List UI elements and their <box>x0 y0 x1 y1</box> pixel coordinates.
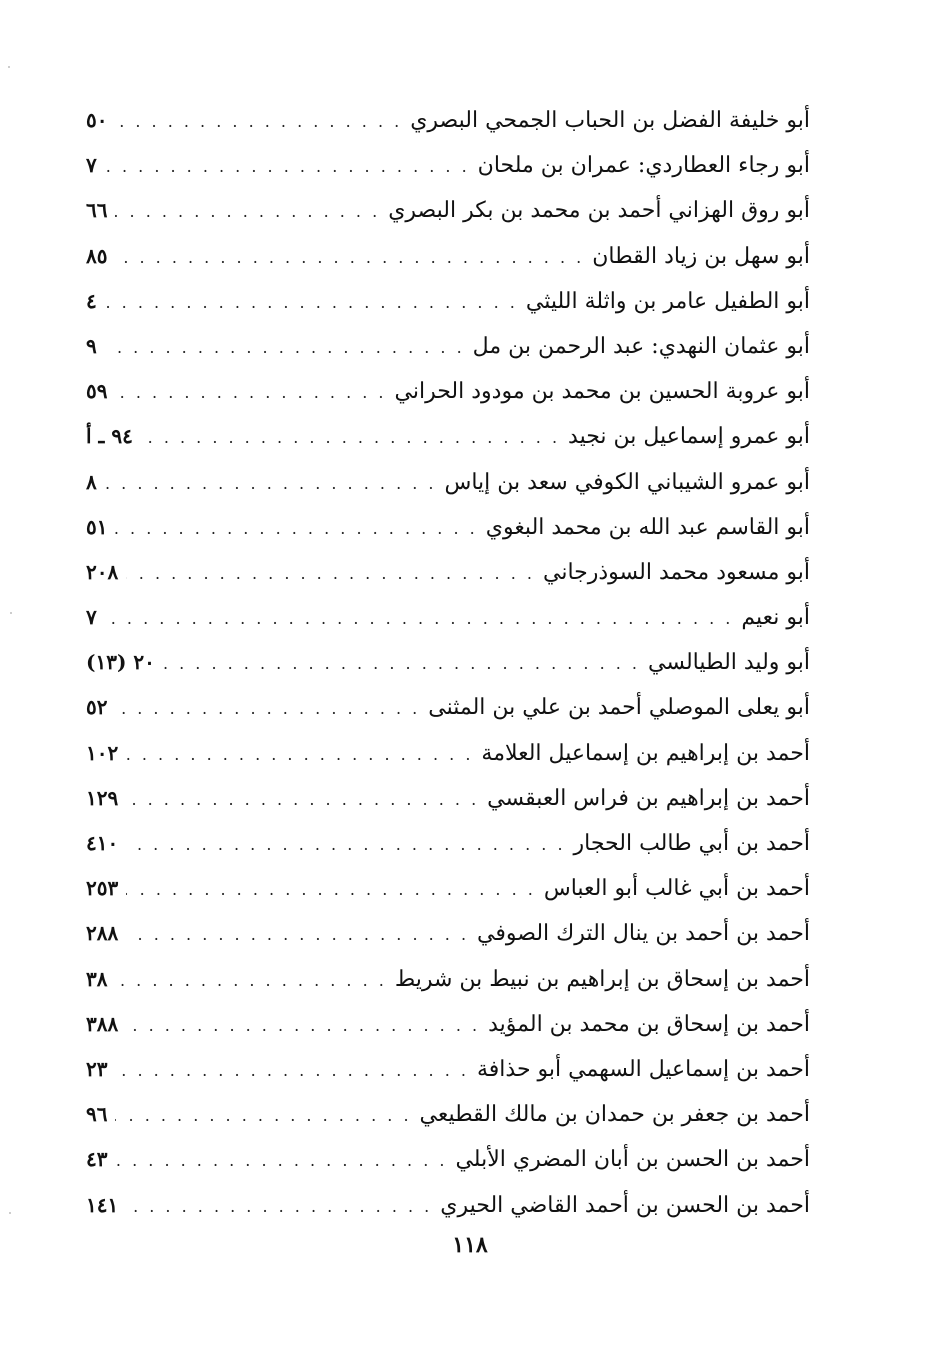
dot-leader <box>115 235 584 280</box>
index-entry <box>86 1183 810 1228</box>
index-entry <box>86 324 810 369</box>
margin-speck <box>9 1212 11 1214</box>
entry-name: أبو عثمان النهدي: عبد الرحمن بن مل <box>472 333 810 359</box>
entry-name: أبو رجاء العطاردي: عمران بن ملحان <box>477 153 810 179</box>
entry-page-number: ٢٠ (١٣) <box>86 650 155 675</box>
index-entry <box>86 640 810 685</box>
index-entry <box>86 866 810 911</box>
index-entry <box>86 731 810 776</box>
entry-name: أبو عمرو إسماعيل بن نجيد <box>568 424 810 450</box>
dot-leader <box>115 1138 447 1183</box>
dot-leader <box>126 1184 432 1229</box>
dot-leader <box>141 415 560 460</box>
entry-page-number: ١٠٢ <box>86 740 119 765</box>
entry-page-number: ٥٩ <box>86 379 108 404</box>
index-entry <box>86 911 810 956</box>
index-entry <box>86 595 810 640</box>
entry-name: أبو نعيم <box>741 605 810 631</box>
entry-name: أحمد بن جعفر بن حمدان بن مالك القطيعي <box>419 1102 810 1128</box>
entry-page-number: ٩٤ ـ أ <box>86 424 133 449</box>
entry-page-number: ٢٥٣ <box>86 876 119 901</box>
entry-page-number: ٥١ <box>86 514 108 539</box>
index-entry <box>86 143 810 188</box>
index-entry <box>86 279 810 324</box>
entry-name: أحمد بن إسحاق بن محمد بن المؤيد <box>488 1011 810 1037</box>
entry-page-number: ٢٨٨ <box>86 921 119 946</box>
entry-page-number: ٢٣ <box>86 1056 108 1081</box>
dot-leader <box>115 99 402 144</box>
entry-page-number: ٦٦ <box>86 198 108 223</box>
entry-page-number: ١٤١ <box>86 1192 119 1217</box>
dot-leader <box>115 189 380 234</box>
entry-page-number: ٧ <box>86 153 97 178</box>
index-entry <box>86 776 810 821</box>
index-entry <box>86 1047 810 1092</box>
entry-name: أبو روق الهزاني أحمد بن محمد بن بكر البصري <box>388 198 810 224</box>
entry-name: أحمد بن إسحاق بن إبراهيم بن نبيط بن شريط <box>394 966 810 992</box>
dot-leader <box>105 325 465 370</box>
entry-name: أبو خليفة الفضل بن الحباب الجمحي البصري <box>410 108 810 133</box>
page-number: ١١٨ <box>452 1232 488 1258</box>
dot-leader <box>105 596 734 641</box>
dot-leader <box>126 777 479 822</box>
dot-leader <box>115 958 386 1003</box>
dot-leader <box>105 144 470 189</box>
entry-page-number: ٤١٠ <box>86 831 119 855</box>
entry-name: أحمد بن الحسن بن أحمد القاضي الحيري <box>440 1192 810 1218</box>
dot-leader <box>126 1003 480 1048</box>
index-entry <box>86 234 810 279</box>
entry-page-number: ٩ <box>86 333 97 358</box>
entry-name: أبو عروبة الحسين بن محمد بن مودود الحراني <box>394 379 810 405</box>
entry-page-number: ٨ <box>86 469 97 494</box>
entry-name: أحمد بن أبي غالب أبو العباس <box>543 876 810 902</box>
index-list <box>86 98 810 1228</box>
index-entry <box>86 460 810 505</box>
dot-leader <box>126 822 565 867</box>
entry-page-number: ٣٨ <box>86 966 108 991</box>
entry-page-number: ٧ <box>86 605 97 630</box>
entry-name: أبو سهل بن زياد القطان <box>592 243 810 269</box>
entry-name: أبو الطفيل عامر بن واثلة الليثي <box>525 288 810 314</box>
dot-leader <box>126 912 469 957</box>
dot-leader <box>105 461 437 506</box>
dot-leader <box>126 867 536 912</box>
entry-name: أبو وليد الطيالسي <box>648 650 810 676</box>
dot-leader <box>163 641 640 686</box>
entry-name: أبو يعلى الموصلي أحمد بن علي بن المثنى <box>428 695 810 721</box>
entry-name: أحمد بن أحمد بن ينال الترك الصوفي <box>477 921 810 947</box>
dot-leader <box>115 370 386 415</box>
dot-leader <box>126 551 535 596</box>
index-entry <box>86 821 810 866</box>
dot-leader <box>105 280 518 325</box>
index-entry <box>86 1092 810 1137</box>
entry-name: أحمد بن إبراهيم بن إسماعيل العلامة <box>481 740 810 766</box>
index-entry <box>86 550 810 595</box>
dot-leader <box>115 686 420 731</box>
index-entry <box>86 505 810 550</box>
entry-page-number: ٤٣ <box>86 1147 108 1172</box>
index-entry <box>86 188 810 233</box>
index-entry <box>86 685 810 730</box>
index-entry <box>86 1137 810 1182</box>
entry-page-number: ٨٥ <box>86 243 108 268</box>
entry-page-number: ٩٦ <box>86 1102 108 1127</box>
dot-leader <box>115 1093 411 1138</box>
index-entry <box>86 369 810 414</box>
index-entry <box>86 957 810 1002</box>
entry-page-number: ٢٠٨ <box>86 559 119 584</box>
entry-page-number: ٥٢ <box>86 695 108 720</box>
index-entry <box>86 98 810 143</box>
entry-name: أحمد بن إسماعيل السهمي أبو حذافة <box>476 1056 810 1082</box>
dot-leader <box>115 506 477 551</box>
entry-name: أبو القاسم عبد الله بن محمد البغوي <box>485 514 810 540</box>
entry-name: أبو عمرو الشيباني الكوفي سعد بن إياس <box>444 469 810 495</box>
entry-page-number: ٥٠ <box>86 108 108 132</box>
dot-leader <box>126 732 473 777</box>
dot-leader <box>115 1048 468 1093</box>
entry-name: أحمد بن إبراهيم بن فراس العبقسي <box>487 785 810 811</box>
entry-page-number: ١٢٩ <box>86 785 119 810</box>
entry-name: أحمد بن الحسن بن أبان المضري الأبلي <box>455 1147 810 1173</box>
margin-speck <box>10 612 12 614</box>
entry-page-number: ٤ <box>86 288 97 313</box>
entry-page-number: ٣٨٨ <box>86 1011 119 1036</box>
index-entry <box>86 1002 810 1047</box>
entry-name: أبو مسعود محمد السوذرجاني <box>542 559 810 585</box>
margin-speck <box>8 66 10 68</box>
index-entry <box>86 414 810 459</box>
entry-name: أحمد بن أبي طالب الحجار <box>573 831 810 856</box>
